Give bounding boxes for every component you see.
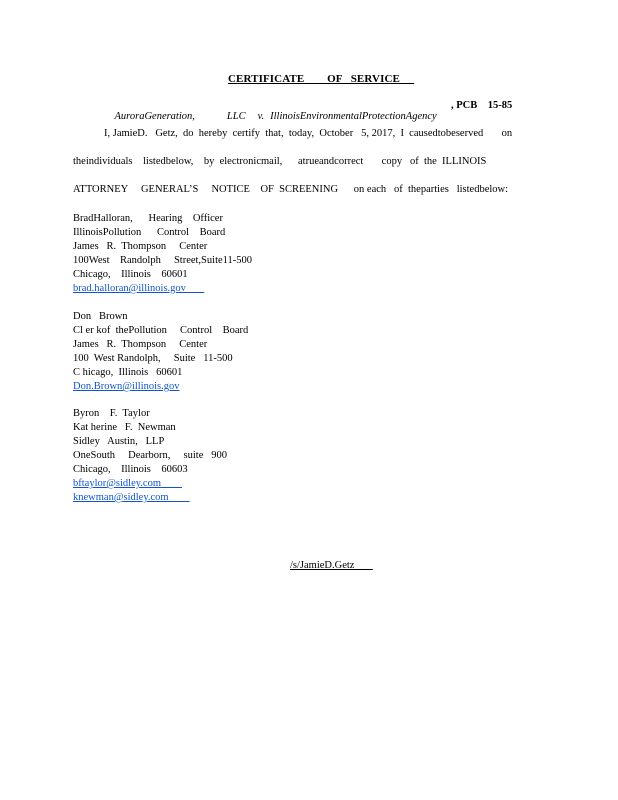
recipient-line: James R. Thompson Center	[73, 339, 208, 350]
document-title: CERTIFICATE OF SERVICE	[228, 73, 415, 85]
caption-versus: v.	[257, 111, 265, 122]
recipient-email-link[interactable]: bftaylor@sidley.com	[73, 478, 183, 489]
recipient-email-link[interactable]: brad.halloran@illinois.gov	[73, 283, 205, 294]
recipient-line: Sidley Austin, LLP	[73, 436, 165, 447]
caption-party-a: AuroraGeneration,	[114, 111, 195, 122]
caption-llc: LLC	[226, 111, 246, 122]
certification-line: I, JamieD. Getz, do hereby certify that, today, October 5, 2017, I causedtobeserved on	[104, 128, 513, 139]
certification-line: theindividuals listedbelow, by electronicmail, atrueandcorrect copy of the ILLINOIS	[73, 156, 487, 167]
recipient-line: OneSouth Dearborn, suite 900	[73, 450, 227, 461]
recipient-line: Cl er kof thePollution Control Board	[73, 325, 249, 336]
caption-party-b: IllinoisEnvironmentalProtectionAgency	[270, 111, 437, 122]
recipient-line: IllinoisPollution Control Board	[73, 227, 226, 238]
recipient-line: 100 West Randolph, Suite 11-500	[73, 353, 233, 364]
caption-case-number: , PCB 15-85	[451, 100, 513, 111]
recipient-line: Kat herine F. Newman	[73, 422, 176, 433]
recipient-block	[73, 212, 252, 296]
recipient-line: James R. Thompson Center	[73, 241, 208, 252]
signature: /s/JamieD.Getz	[290, 560, 373, 571]
recipient-email-link[interactable]: knewman@sidley.com	[73, 492, 190, 503]
certification-line: ATTORNEY GENERAL’S NOTICE OF SCREENING on each of theparties listedbelow:	[73, 184, 509, 195]
recipient-block	[73, 310, 248, 394]
recipient-line: Chicago, Illinois 60601	[73, 269, 188, 280]
recipient-email-link[interactable]: Don.Brown@illinois.gov	[73, 381, 180, 392]
recipient-line: BradHalloran, Hearing Officer	[73, 213, 223, 224]
recipient-line: 100West Randolph Street,Suite11-500	[73, 255, 252, 266]
recipient-block	[73, 407, 227, 505]
recipient-line: Chicago, Illinois 60603	[73, 464, 188, 475]
recipient-line: Don Brown	[73, 311, 128, 322]
recipient-line: C hicago, Illinois 60601	[73, 367, 183, 378]
recipient-line: Byron F. Taylor	[73, 408, 150, 419]
